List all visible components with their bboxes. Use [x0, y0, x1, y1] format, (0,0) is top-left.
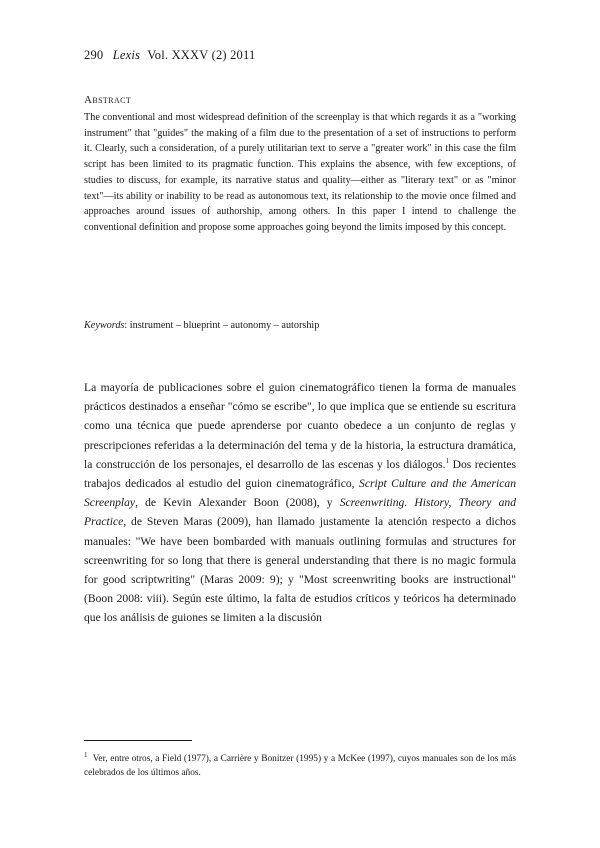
page-number: 290	[84, 48, 104, 62]
abstract-text: The conventional and most widespread definition of the screenplay is that which regards it as a "working instrument" that "guides" the making of a film due to the presentation of a set of instructions to perform it. Clearly, such a consideration, of a purely utilitarian text to serve a "greater work" in this case the film script has been limited to its pragmatic function. This explains the absence, with few exceptions, of studies to discuss, for example, its narrative status and quality—either as "literary text" or as "minor text"—its ability or inability to be read as autonomous text, its relationship to the movie once filmed and approaches around issues of authorship, among others. In this paper I intend to challenge the conventional definition and propose some approaches going beyond the limits imposed by this concept.	[84, 112, 516, 233]
footnote-text: Ver, entre otros, a Field (1977), a Carrière y Bonitzer (1995) y a McKee (1997), cuyos manuales son de los más celebrados de los últimos años.	[84, 754, 516, 778]
body-text-2: Dos recientes trabajos dedicados al estudio del guion cinematográfico,	[84, 457, 516, 491]
body-text-1: La mayoría de publicaciones sobre el guion cinematográfico tienen la forma de manuales prácticos destinados a enseñar "cómo se escribe", lo que implica que se entiende su escritura como una técnica que puede aprenderse por cuanto obedece a un conjunto de reglas y prescripciones referidas a la determinación del tema y de la historia, la estructura dramática, la construcción de los personajes, el desarrollo de las escenas y los diálogos.	[84, 381, 516, 471]
journal-name: Lexis	[112, 48, 141, 62]
book-title-maras: Screenwriting. History, Theory and Practice	[84, 496, 516, 529]
footnote-reference[interactable]: 1	[445, 456, 450, 465]
footnote-number: 1	[84, 750, 88, 759]
body-text-4: , de Steven Maras (2009), han llamado justamente la atención respecto a dichos manuales: "We have been bombarded with manuals outlining formulas and structures for screenwriting for so long that there is general understanding that there is no magic formula for good scriptwriting" (Maras 2009: 9); y "Most screenwriting books are instructional" (Boon 2008: viii). Según este último, la falta de estudios críticos y teóricos ha determinado que los análisis de guiones se limiten a la discusión	[84, 515, 516, 625]
body-text-3: , de Kevin Alexander Boon (2008), y	[135, 496, 340, 510]
keywords-terms: instrument – blueprint – autonomy – autorship	[129, 320, 320, 331]
running-head	[84, 48, 255, 63]
footnote	[84, 752, 516, 780]
volume-info: Vol. XXXV (2) 2011	[147, 48, 256, 62]
keywords-separator: :	[124, 320, 130, 331]
body-paragraph	[84, 378, 516, 628]
book-title-boon: Script Culture and the American Screenplay	[84, 477, 517, 510]
abstract-heading: Abstract	[84, 94, 132, 106]
keywords	[84, 318, 516, 333]
footnote-divider	[84, 740, 192, 741]
keywords-label: Keywords	[84, 320, 125, 331]
